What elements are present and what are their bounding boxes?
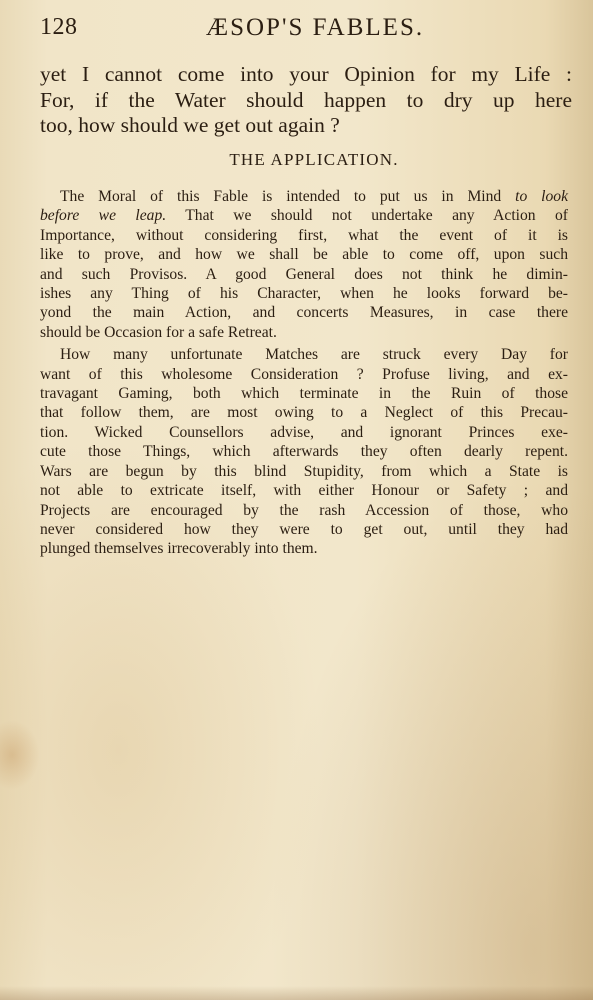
text-line: travagant Gaming, both which terminate in the Ruin of those <box>40 385 568 403</box>
text-line: yond the main Action, and concerts Measures, in case there <box>40 304 568 322</box>
running-head <box>40 8 570 44</box>
italic-run: to look <box>515 188 568 205</box>
text-line: like to prove, and how we shall be able to come off, upon such <box>40 246 568 264</box>
italic-run: before we leap. <box>40 207 167 225</box>
text-line: tion. Wicked Counsellors advise, and ignorant Princes exe- <box>40 423 568 441</box>
application-heading: THE APPLICATION. <box>229 150 399 169</box>
text-line: that follow them, are most owing to a Neglect of this Precau- <box>40 404 568 422</box>
text-line: not able to extricate itself, with either Honour or Safety ; and <box>40 482 568 500</box>
text-line: Projects are encouraged by the rash Accession of those, who <box>40 501 568 519</box>
text-line: ishes any Thing of his Character, when he looks forward be- <box>40 285 568 303</box>
page-number: 128 <box>40 14 78 40</box>
text-run: That we should not undertake any Action of <box>166 207 568 225</box>
text-line: cute those Things, which afterwards they often dearly repent. <box>40 443 568 461</box>
text-line: should be Occasion for a safe Retreat. <box>40 323 277 341</box>
application-text <box>40 187 568 559</box>
text-line: yet I cannot come into your Opinion for my Life : <box>40 62 572 86</box>
page-bottom-edge <box>0 986 593 1000</box>
text-line: For, if the Water should happen to dry up here <box>40 87 572 112</box>
text-line: want of this wholesome Consideration ? Profuse living, and ex- <box>40 365 568 383</box>
text-line: Wars are begun by this blind Stupidity, from which a State is <box>40 462 568 480</box>
text-line: plunged themselves irrecoverably into them. <box>40 540 318 558</box>
text-line: How many unfortunate Matches are struck every Day for <box>60 346 568 364</box>
running-title: ÆSOP'S FABLES. <box>205 14 425 41</box>
text-line <box>40 206 568 225</box>
text-run: The Moral of this Fable is intended to put us in Mind <box>60 188 516 205</box>
text-line: Importance, without considering first, what the event of it is <box>40 226 568 244</box>
fable-ending <box>40 62 572 139</box>
text-line: too, how should we get out again ? <box>40 113 340 137</box>
text-line: never considered how they were to get out, until they had <box>40 520 568 538</box>
text-line: and such Provisos. A good General does not think he dimin- <box>40 265 568 283</box>
paper-stain <box>0 720 40 790</box>
text-line <box>40 187 568 206</box>
